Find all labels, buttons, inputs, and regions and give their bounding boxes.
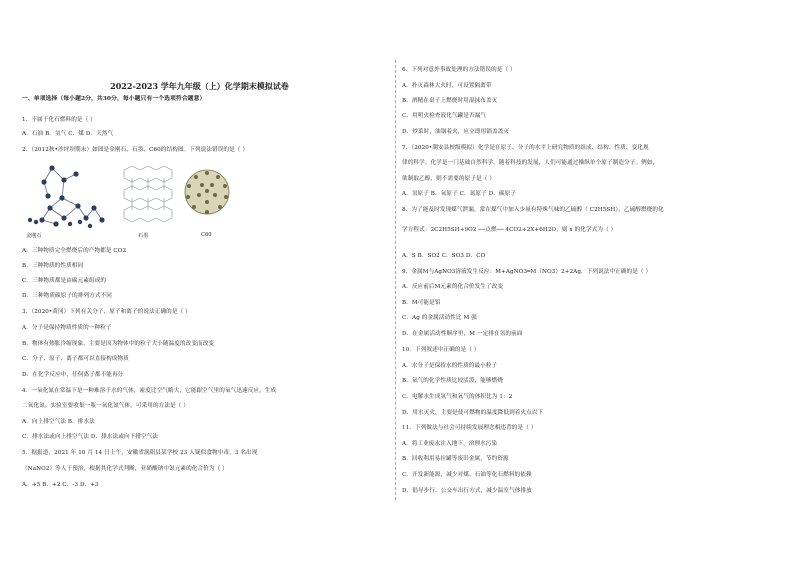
question-line: 5．据报道，2021 年 10 月 14 日上午，安徽省涡阳县某学校 23 人疑似食物中毒，3 名出现 bbox=[22, 450, 258, 456]
question-line: D．用水灭火，主要是使可燃物的温度降低到着火点以下 bbox=[402, 410, 544, 416]
question-line: A．扑灭森林大火时，可设置隔离带 bbox=[402, 83, 492, 89]
question-line: B．物体有热胀冷缩现象，主要是因为物体中的粒子大小随温度的改变而改变 bbox=[22, 341, 215, 347]
question-line: 1．不属于化石燃料的是（ ） bbox=[22, 117, 96, 123]
question-line: C．Ag 的金属活动性比 M 强 bbox=[402, 315, 477, 321]
question-line: B．三种物质的性质相同 bbox=[22, 263, 84, 269]
question-line: C．电解水生成氢气和氧气的体积比为 1：2 bbox=[402, 394, 513, 400]
section-heading: 一、单项选择（每小题2分，共30分，每小题只有一个选项符合题意） bbox=[22, 96, 206, 102]
question-line: D．在化学反应中，任何离子都不能再分 bbox=[22, 372, 124, 378]
question-line: B．氧气的化学性质比较活泼，能够燃烧 bbox=[402, 378, 504, 384]
question-line: 二氧化氮。实验室要收集一瓶一氧化氮气体，可采用的方法是（ ） bbox=[22, 403, 189, 409]
question-line: B．酒精在桌子上燃烧时用湿抹布盖灭 bbox=[402, 98, 498, 104]
c60-label: C60 bbox=[201, 232, 212, 238]
question-line: A．水分子是保持水的性质的最小粒子 bbox=[402, 363, 498, 369]
question-line: A．三种物质完全燃烧后的产物都是 CO2 bbox=[22, 248, 127, 254]
question-line: （NaNO2）等人干预治，根据其化学式判断，亚硝酸钠中氮元素的化合价为（ ） bbox=[22, 466, 228, 472]
question-line: A．向上排空气法 B．排水法 bbox=[22, 419, 95, 425]
question-line: C．排水法或向上排空气法 D．排水法或向下排空气法 bbox=[22, 434, 159, 440]
question-line: D．倡导步行、公交车出行方式，减少温室气体排放 bbox=[402, 488, 532, 494]
exam-title: 2022-2023 学年九年级（上）化学期末模拟试卷 bbox=[110, 81, 289, 91]
graphite-label: 石墨 bbox=[138, 233, 149, 239]
question-line: 6．下列对意外事故处理的方法错误的是（ ） bbox=[402, 67, 516, 73]
question-line: C．三种物质都是由碳元素组成的 bbox=[22, 278, 107, 284]
question-line: C．开发新能源，减少对煤、石油等化石燃料的依赖 bbox=[402, 472, 532, 478]
question-line: C．用明火检查液化气罐是否漏气 bbox=[402, 113, 487, 119]
question-line: D．在金属活动性顺序里，M 一定排在氢的前面 bbox=[402, 331, 523, 337]
diamond-graphite-c60-illustration bbox=[22, 160, 232, 240]
question-line: D．三种物质碳原子的排列方式不同 bbox=[22, 293, 112, 299]
question-line: A．分子是保持物质性质的一种粒子 bbox=[22, 325, 112, 331]
question-line: A．+5 B．+2 C．-3 D．+3 bbox=[22, 482, 99, 488]
question-line: 7．（2020•潮安县校级模拟）化学是在原子、分子的水平上研究物质的组成、结构、性质、变化规 bbox=[402, 145, 649, 151]
question-line: B．回收利用易拉罐等废旧金属，节约资源 bbox=[402, 456, 509, 462]
question-line: 10．下列叙述中正确的是（ ） bbox=[402, 347, 480, 353]
question-line: A．氢原子 B．氧原子 C．氮原子 D．碳原子 bbox=[402, 191, 517, 197]
question-line: D．炒菜时，油锅着火，应立即用锅盖盖灭 bbox=[402, 129, 510, 135]
question-line: B．M可能是铝 bbox=[402, 300, 441, 306]
question-line: 学方程式：2C2H5SH+9O2 ──点燃── 4CO2+2X+6H2O，则 x 的化学式为（ ） bbox=[402, 227, 617, 233]
diamond-label: 金刚石 bbox=[26, 233, 42, 239]
question-line: 欲制取乙醇，则不需要的原子是（ ） bbox=[402, 176, 495, 182]
question-line: 11．下列做法与社会可持续发展理念相违背的是（ ） bbox=[402, 425, 537, 431]
question-line: A．反应前后M元素的化合价发生了改变 bbox=[402, 284, 504, 290]
question-line: 4．一氧化氮在常温下是一种难溶于水的气体，密度比空气略大，它能跟空气里的氧气迅速反应，生成 bbox=[22, 388, 277, 394]
question-line: A．将工业废水注入地下，治理水污染 bbox=[402, 441, 498, 447]
column-divider bbox=[395, 60, 396, 500]
question-line: A．石油 B．氢气 C．煤 D．天然气 bbox=[22, 131, 114, 137]
question-line: 8．为了能及时发现煤气泄漏，常在煤气中加入少量有特殊气味的乙硫醇（ C2H5SH），乙硫醇燃烧的化 bbox=[402, 207, 664, 213]
question-line: 2．（2012秋•沙坪坝期末）如图是金刚石、石墨、C60的结构图。下列说法错误的是（ ） bbox=[22, 147, 249, 153]
question-line: C．分子、原子、离子都可以直接构成物质 bbox=[22, 356, 129, 362]
question-line: A．S B．SO2 C．SO3 D．CO bbox=[402, 253, 486, 259]
question-line: 9．金属M与AgNO3溶液发生反应：M+AgNO3═M（NO3）2+2Ag，下列说法中正确的是（ ） bbox=[402, 269, 652, 275]
question-line: 3．（2020•黄冈）下列有关分子、原子和离子的说法正确的是（ ） bbox=[22, 309, 191, 315]
question-line: 律的科学。化学是一门基础自然科学，随着科技的发展，人们可能通过操纵单个原子制造分子。例如， bbox=[402, 160, 659, 166]
carbon-structures-figure bbox=[22, 160, 232, 240]
